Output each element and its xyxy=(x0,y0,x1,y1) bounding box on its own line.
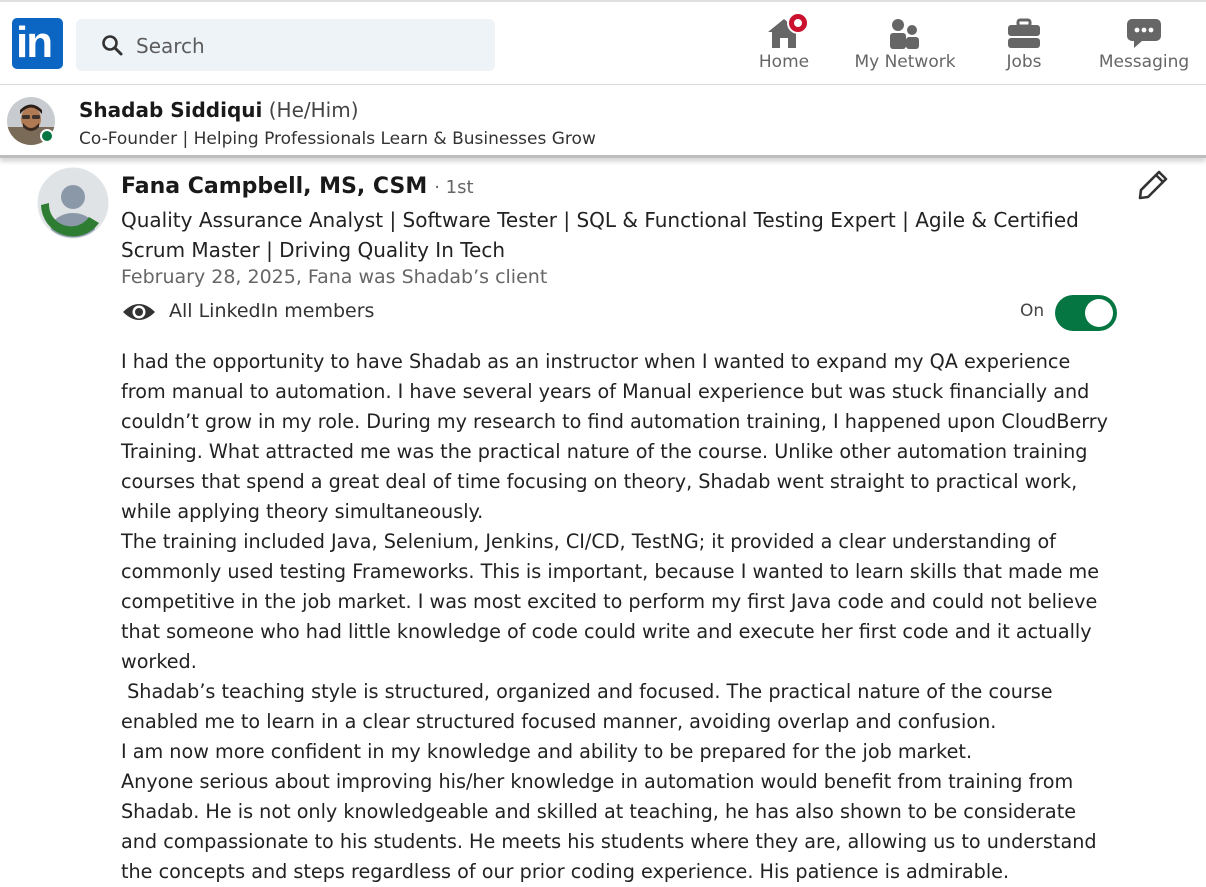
recommender-avatar[interactable] xyxy=(37,167,109,239)
recommendation-date-relation: February 28, 2025, Fana was Shadab’s client xyxy=(121,266,548,288)
recommendation-text xyxy=(121,347,1111,887)
nav-home-label: Home xyxy=(758,52,810,72)
nav-home[interactable] xyxy=(746,12,822,82)
visibility-toggle[interactable] xyxy=(1055,295,1117,331)
search-input[interactable] xyxy=(134,29,478,63)
recommender-name-line xyxy=(121,174,474,199)
search-icon xyxy=(100,33,124,57)
online-status-dot xyxy=(40,129,54,143)
recommendation-paragraph: Shadab’s teaching style is structured, organized and focused. The practical nature of the course enabled me to learn in a clear structured focused manner, avoiding overlap and confusion. xyxy=(121,680,1059,733)
chat-icon xyxy=(1126,16,1162,50)
recommendation-card xyxy=(0,158,1206,883)
nav-messaging[interactable] xyxy=(1096,12,1192,82)
logo-text: in xyxy=(16,18,52,67)
people-icon xyxy=(887,16,923,50)
recommender-headline: Quality Assurance Analyst | Software Tester | SQL & Functional Testing Expert | Agile & Certified Scrum Master | Driving Quality In Tech xyxy=(121,208,1079,262)
linkedin-logo[interactable] xyxy=(12,18,63,69)
notification-badge xyxy=(787,12,809,34)
profile-name-line xyxy=(79,98,359,122)
recommendation-paragraph: I am now more confident in my knowledge and ability to be prepared for the job market. xyxy=(121,740,973,763)
briefcase-icon xyxy=(1006,16,1042,50)
connection-degree: · 1st xyxy=(434,177,474,198)
nav-my-network[interactable] xyxy=(852,12,958,82)
recommendation-paragraph: I had the opportunity to have Shadab as an instructor when I wanted to expand my QA experience from manual to automation. I have several years of Manual experience but was stuck financially and couldn’t grow in my role. During my research to find automation training, I happened upon CloudBerry Training. What attracted me was the practical nature of the course. Unlike other automation training courses that spend a great deal of time focusing on theory, Shadab went straight to practical work, while applying theory simultaneously. xyxy=(121,350,1109,523)
profile-pronouns: (He/Him) xyxy=(268,98,359,122)
nav-my-network-label: My Network xyxy=(854,52,956,72)
toggle-knob xyxy=(1085,299,1113,327)
recommender-name[interactable]: Fana Campbell, MS, CSM xyxy=(121,174,428,199)
nav-jobs-label: Jobs xyxy=(1006,52,1042,72)
recommendation-paragraph: The training included Java, Selenium, Jenkins, CI/CD, TestNG; it provided a clear understanding of commonly used testing Frameworks. This is important, because I wanted to learn skills that made me competitive in the job market. I was most excited to perform my first Java code and could not believe that someone who had little knowledge of code could write and execute her first code and it actually worked. xyxy=(121,530,1100,673)
search-box[interactable] xyxy=(76,19,495,71)
eye-icon xyxy=(121,300,157,324)
profile-name: Shadab Siddiqui xyxy=(79,98,263,122)
nav-jobs[interactable] xyxy=(990,12,1058,82)
recommendation-paragraph: Anyone serious about improving his/her knowledge in automation would benefit from training from Shadab. He is not only knowledgeable and skilled at teaching, he has also shown to be considerate and compassionate to his students. He meets his students where they are, allowing us to understand the concepts and steps regardless of our prior coding experience. His patience is admirable. xyxy=(121,770,1097,883)
pencil-icon[interactable] xyxy=(1137,169,1169,201)
toggle-state-label: On xyxy=(1020,301,1045,321)
profile-headline: Co-Founder | Helping Professionals Learn & Businesses Grow xyxy=(79,129,596,149)
visibility-row xyxy=(121,295,1121,331)
sticky-profile-header xyxy=(0,84,1206,158)
visibility-label: All LinkedIn members xyxy=(169,300,375,322)
global-nav xyxy=(0,0,1206,84)
nav-messaging-label: Messaging xyxy=(1098,52,1190,72)
